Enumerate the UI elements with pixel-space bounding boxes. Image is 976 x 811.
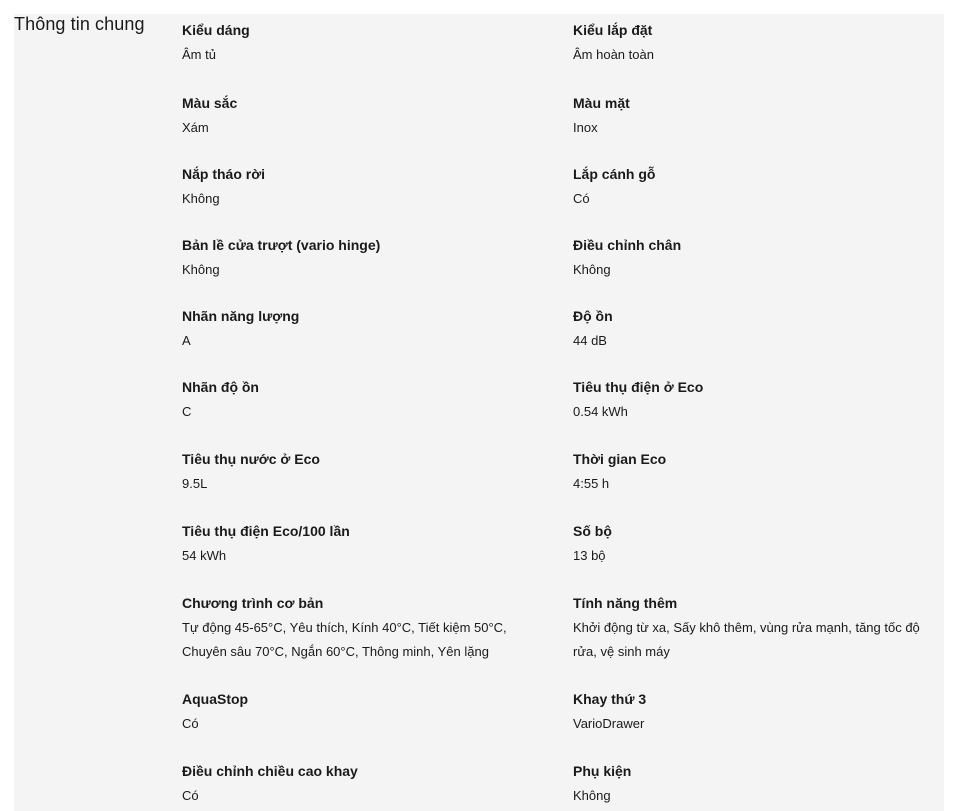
spec-value: Có: [182, 716, 199, 731]
spec-value: 54 kWh: [182, 548, 227, 563]
spec-label: AquaStop: [182, 691, 249, 707]
spec-item: [182, 94, 562, 140]
spec-value: A: [182, 333, 191, 348]
spec-item: [573, 94, 948, 140]
spec-label: Tiêu thụ nước ở Eco: [182, 451, 320, 467]
spec-label: Thời gian Eco: [573, 451, 667, 467]
spec-label: Điều chỉnh chiều cao khay: [182, 763, 358, 779]
spec-label: Chương trình cơ bản: [182, 595, 324, 611]
spec-value: Có: [182, 788, 199, 803]
section-title: Thông tin chung: [14, 14, 145, 34]
spec-item: [182, 378, 562, 424]
spec-label: Tiêu thụ điện Eco/100 lần: [182, 523, 350, 539]
spec-value: Không: [573, 262, 611, 277]
spec-label: Nắp tháo rời: [182, 166, 266, 182]
spec-label: Bản lề cửa trượt (vario hinge): [182, 237, 381, 253]
spec-value: Khởi động từ xa, Sấy khô thêm, vùng rửa mạnh, tăng tốc độ rửa, vệ sinh máy: [573, 620, 920, 659]
spec-item: [182, 690, 562, 736]
spec-value: 13 bộ: [573, 548, 606, 563]
spec-label: Điều chỉnh chân: [573, 237, 682, 253]
spec-item: [182, 594, 562, 664]
spec-item: [573, 762, 948, 808]
spec-label: Độ ồn: [573, 308, 613, 324]
spec-value: Không: [182, 262, 220, 277]
spec-value: 44 dB: [573, 333, 607, 348]
spec-item: [182, 762, 562, 808]
spec-item: [573, 450, 948, 496]
spec-item: [573, 378, 948, 424]
spec-label: Màu sắc: [182, 95, 238, 111]
spec-item: [182, 522, 562, 568]
spec-label: Tiêu thụ điện ở Eco: [573, 379, 704, 395]
spec-item: [573, 21, 948, 67]
spec-label: Phụ kiện: [573, 763, 632, 779]
spec-value: Có: [573, 191, 590, 206]
spec-value: Không: [182, 191, 220, 206]
spec-item: [573, 690, 948, 736]
spec-label: Nhãn năng lượng: [182, 308, 300, 324]
spec-value: 4:55 h: [573, 476, 610, 491]
spec-item: [182, 21, 562, 67]
spec-value: Không: [573, 788, 611, 803]
spec-value: 9.5L: [182, 476, 208, 491]
spec-value: 0.54 kWh: [573, 404, 628, 419]
spec-item: [182, 236, 562, 282]
spec-label: Màu mặt: [573, 95, 630, 111]
spec-value: Âm tủ: [182, 47, 216, 62]
spec-label: Nhãn độ ồn: [182, 379, 259, 395]
spec-item: [182, 450, 562, 496]
spec-item: [573, 307, 948, 353]
spec-value: Xám: [182, 120, 209, 135]
spec-value: VarioDrawer: [573, 716, 645, 731]
spec-label: Số bộ: [573, 523, 612, 539]
spec-item: [573, 594, 948, 664]
spec-label: Khay thứ 3: [573, 691, 647, 707]
spec-item: [182, 165, 562, 211]
spec-item: [573, 165, 948, 211]
spec-label: Lắp cánh gỗ: [573, 166, 656, 182]
spec-label: Tính năng thêm: [573, 595, 678, 611]
spec-value: Âm hoàn toàn: [573, 47, 654, 62]
spec-value: Inox: [573, 120, 598, 135]
spec-item: [573, 236, 948, 282]
spec-item: [182, 307, 562, 353]
spec-label: Kiểu dáng: [182, 22, 250, 38]
spec-value: C: [182, 404, 192, 419]
spec-value: Tự động 45-65°C, Yêu thích, Kính 40°C, Tiết kiệm 50°C, Chuyên sâu 70°C, Ngắn 60°C, Thông minh, Yên lặng: [182, 620, 507, 659]
spec-item: [573, 522, 948, 568]
spec-label: Kiểu lắp đặt: [573, 22, 653, 38]
